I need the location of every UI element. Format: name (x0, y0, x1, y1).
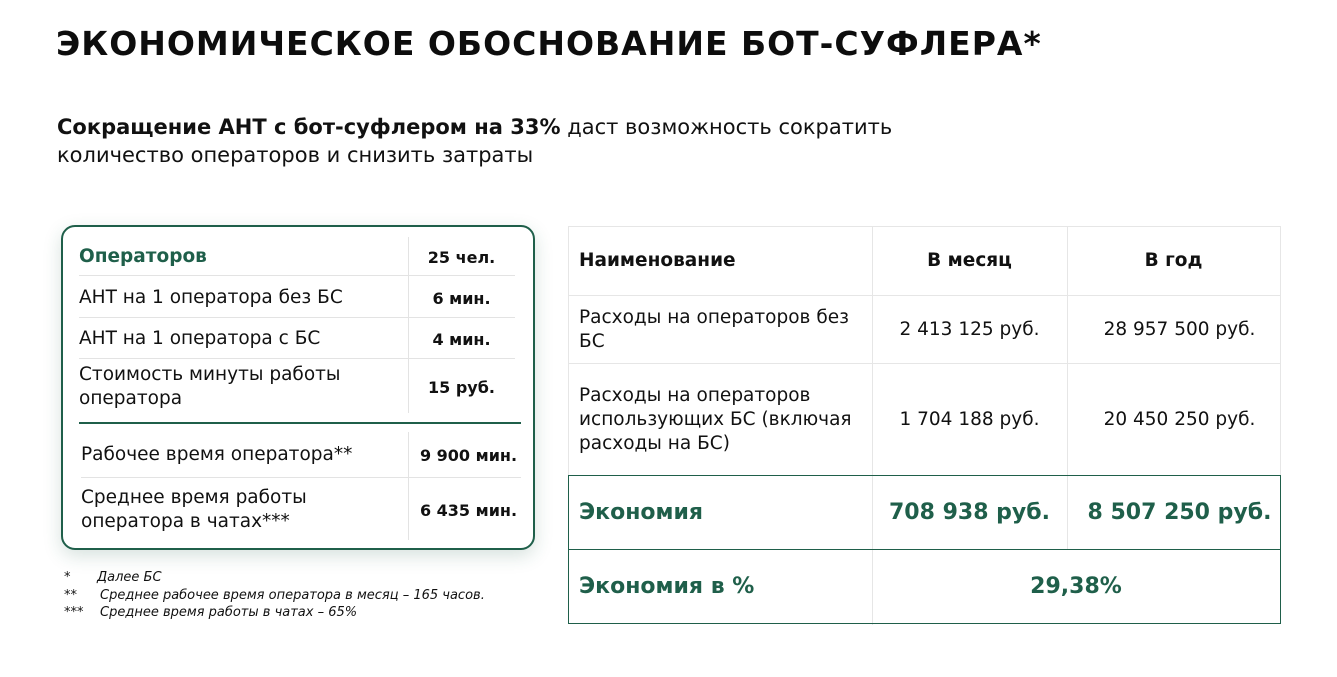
divider (81, 477, 521, 478)
row-value: 9 900 мин. (419, 445, 518, 465)
row-name: Расходы на операторов без БС (579, 306, 849, 352)
row-month: 2 413 125 руб. (899, 318, 1040, 340)
card-row (63, 482, 533, 538)
cost-table (568, 226, 1281, 624)
header-name: Наименование (579, 250, 736, 271)
row-year: 20 450 250 руб. (1103, 408, 1256, 430)
card-row (63, 279, 533, 317)
divider (79, 358, 515, 359)
economy-year: 8 507 250 руб. (1087, 499, 1272, 525)
footnote-mark: ** (64, 587, 77, 603)
header-month: В месяц (927, 250, 1012, 271)
card-row (63, 361, 533, 413)
row-label: АНТ на 1 оператора с БС (79, 328, 321, 349)
footnote (64, 569, 485, 587)
economy-pct-value: 29,38% (1030, 574, 1122, 599)
row-value: 15 руб. (428, 377, 495, 397)
section-divider (79, 422, 521, 424)
subtitle-rest: даст возможность сократить количество операторов и снизить затраты (57, 115, 893, 167)
row-label: АНТ на 1 оператора без БС (79, 287, 343, 308)
subtitle (57, 113, 957, 169)
row-name: Расходы на операторов использующих БС (включая расходы на БС) (579, 384, 852, 454)
footnote (64, 604, 485, 622)
footnote-mark: * (64, 570, 71, 585)
row-year: 28 957 500 руб. (1103, 318, 1256, 340)
page-title: ЭКОНОМИЧЕСКОЕ ОБОСНОВАНИЕ БОТ-СУФЛЕРА* (56, 24, 1042, 63)
card-row (63, 320, 533, 358)
row-value: 6 мин. (432, 288, 491, 308)
subtitle-bold: Сокращение АНТ с бот-суфлером на 33% (57, 115, 561, 139)
row-label: Среднее время работы оператора в чатах*** (81, 487, 307, 532)
divider (79, 275, 515, 276)
footnote (64, 587, 485, 605)
footnotes (64, 569, 485, 622)
row-value: 25 чел. (427, 247, 496, 267)
economy-pct-label: Экономия в % (579, 574, 755, 599)
card-row (63, 239, 533, 275)
divider (79, 317, 515, 318)
row-value: 4 мин. (432, 329, 491, 349)
row-label: Рабочее время оператора** (81, 444, 353, 465)
economy-month: 708 938 руб. (889, 499, 1050, 525)
row-label: Операторов (79, 246, 207, 267)
operators-card (61, 225, 535, 550)
footnote-text: Среднее рабочее время оператора в месяц – 165 часов. (100, 587, 485, 603)
footnote-text: Далее БС (97, 570, 162, 585)
row-label: Стоимость минуты работы оператора (79, 364, 341, 409)
footnote-mark: *** (64, 605, 84, 620)
row-value: 6 435 мин. (419, 500, 518, 520)
economy-label: Экономия (579, 499, 704, 525)
row-month: 1 704 188 руб. (899, 408, 1040, 430)
header-year: В год (1144, 250, 1203, 271)
footnote-text: Среднее время работы в чатах – 65% (100, 605, 358, 620)
card-row (63, 433, 533, 477)
